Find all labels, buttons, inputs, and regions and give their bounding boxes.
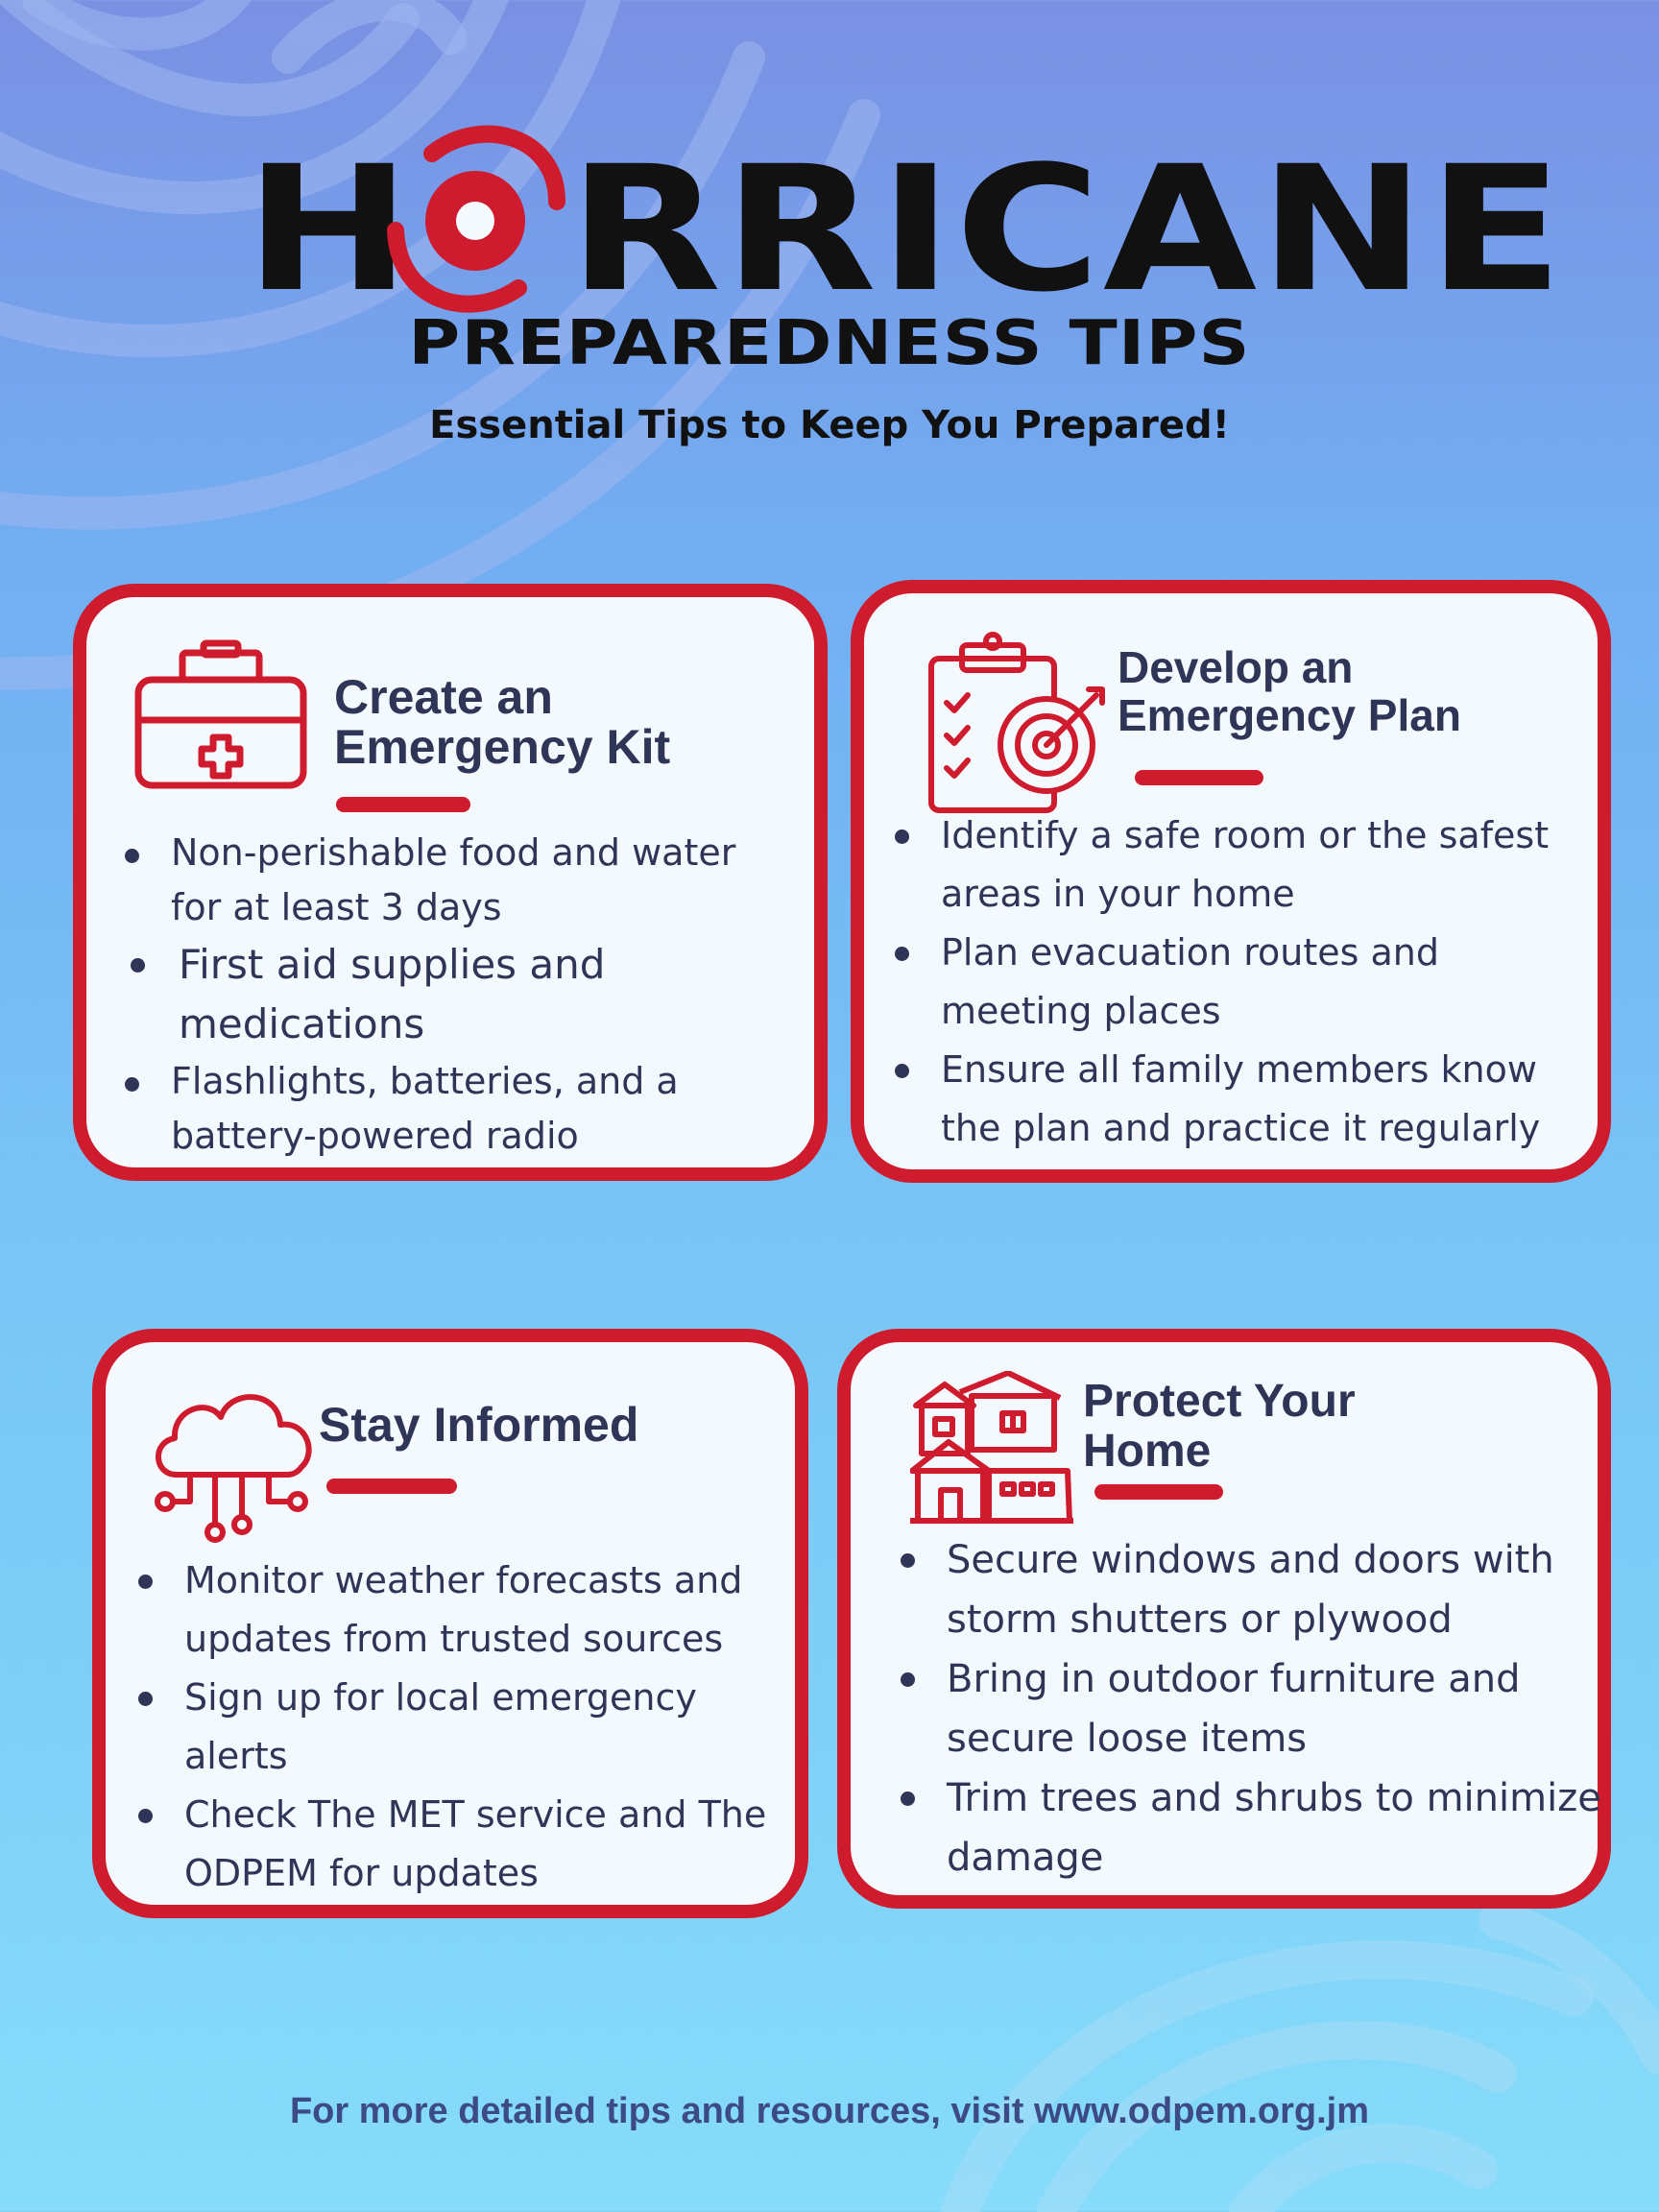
hurricane-spiral-icon xyxy=(374,115,576,317)
bullet-list xyxy=(883,806,1594,1158)
subtitle: PREPAREDNESS TIPS xyxy=(408,308,1251,379)
list-item: Sign up for local emergency alerts xyxy=(127,1669,808,1786)
card-emergency-kit xyxy=(73,584,828,1181)
list-item: Flashlights, batteries, and a battery-powered radio xyxy=(113,1054,795,1164)
title-underline xyxy=(1094,1484,1223,1500)
list-item: Identify a safe room or the safest areas in your home xyxy=(883,806,1594,924)
card-title: Develop an Emergency Plan xyxy=(1118,642,1461,740)
card-emergency-plan xyxy=(851,580,1611,1183)
list-item: Bring in outdoor furniture and secure loose items xyxy=(889,1649,1609,1768)
list-item: Non-perishable food and water for at least 3 days xyxy=(113,826,795,935)
title-underline xyxy=(336,797,470,812)
list-item: Monitor weather forecasts and updates from trusted sources xyxy=(127,1551,808,1669)
title-underline xyxy=(1135,770,1263,785)
title-letter-h: H xyxy=(245,130,414,330)
card-title: Stay Informed xyxy=(319,1398,639,1452)
bullet-list xyxy=(889,1530,1609,1887)
clipboard-target-icon xyxy=(927,632,1119,814)
list-item: Trim trees and shrubs to minimize damage xyxy=(889,1768,1609,1887)
card-title: Protect Your Home xyxy=(1083,1376,1356,1477)
list-item: Check The MET service and The ODPEM for updates xyxy=(127,1786,808,1903)
cloud-network-icon xyxy=(148,1382,321,1546)
bullet-list xyxy=(113,826,795,1164)
list-item: First aid supplies and medications xyxy=(113,935,795,1054)
bullet-list xyxy=(127,1551,808,1903)
card-stay-informed xyxy=(92,1329,808,1918)
title-underline xyxy=(326,1479,457,1494)
tagline: Essential Tips to Keep You Prepared! xyxy=(429,403,1230,447)
main-title xyxy=(0,130,1659,330)
title-rest: RRICANE xyxy=(568,130,1566,330)
list-item: Plan evacuation routes and meeting places xyxy=(883,924,1594,1041)
card-protect-home xyxy=(837,1329,1611,1909)
list-item: Secure windows and doors with storm shutters or plywood xyxy=(889,1530,1609,1649)
list-item: Ensure all family members know the plan and practice it regularly xyxy=(883,1041,1594,1158)
footer-text: For more detailed tips and resources, visit www.odpem.org.jm xyxy=(289,2091,1370,2131)
first-aid-kit-icon xyxy=(134,639,317,803)
houses-icon xyxy=(910,1371,1073,1525)
card-title: Create an Emergency Kit xyxy=(334,670,671,774)
